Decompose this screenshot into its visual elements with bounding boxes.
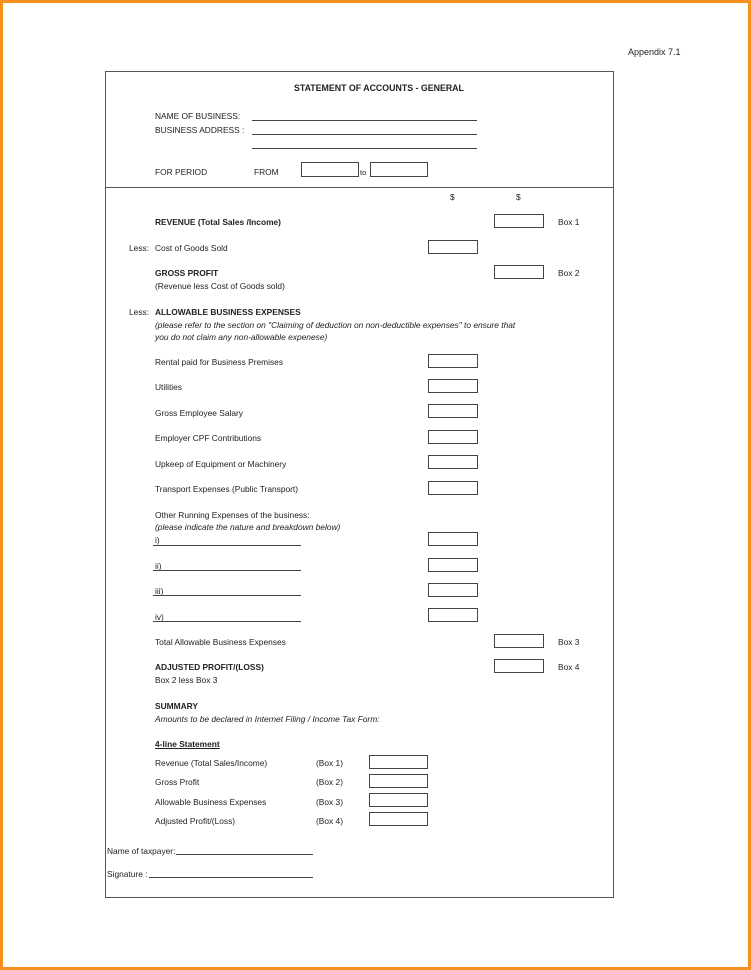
other-expense-field-1[interactable] — [428, 532, 478, 546]
expense-label-upkeep: Upkeep of Equipment or Machinery — [155, 459, 287, 469]
summary-row-label-3: Allowable Business Expenses — [155, 797, 267, 807]
expenses-note-line2: you do not claim any non-allowable expenese) — [155, 332, 328, 342]
box4-field[interactable] — [494, 659, 544, 673]
other-expense-field-3[interactable] — [428, 583, 478, 597]
other-expense-line-2[interactable] — [153, 570, 301, 571]
summary-row-box-2: (Box 2) — [316, 777, 343, 787]
business-address-field-2[interactable] — [252, 148, 477, 149]
total-expenses-label: Total Allowable Business Expenses — [155, 637, 286, 647]
gross-profit-sublabel: (Revenue less Cost of Goods sold) — [155, 281, 285, 291]
period-from-field[interactable] — [301, 162, 359, 177]
box2-field[interactable] — [494, 265, 544, 279]
four-line-statement-title: 4-line Statement — [155, 739, 220, 749]
summary-row-box-1: (Box 1) — [316, 758, 343, 768]
summary-row-label-4: Adjusted Profit/(Loss) — [155, 816, 236, 826]
expense-field-utilities[interactable] — [428, 379, 478, 393]
gross-profit-label: GROSS PROFIT — [155, 268, 219, 278]
expense-label-salary: Gross Employee Salary — [155, 408, 243, 418]
adjusted-profit-label: ADJUSTED PROFIT/(LOSS) — [155, 662, 264, 672]
other-expense-label-2: ii) — [155, 561, 162, 571]
cost-of-goods-label: Cost of Goods Sold — [155, 243, 228, 253]
taxpayer-name-field[interactable] — [176, 854, 313, 855]
expenses-title: ALLOWABLE BUSINESS EXPENSES — [155, 307, 301, 317]
form-title: STATEMENT OF ACCOUNTS - GENERAL — [294, 83, 464, 93]
business-address-field-1[interactable] — [252, 134, 477, 135]
expense-field-transport[interactable] — [428, 481, 478, 495]
other-expense-line-1[interactable] — [153, 545, 301, 546]
other-expense-field-2[interactable] — [428, 558, 478, 572]
expense-field-cpf[interactable] — [428, 430, 478, 444]
cost-of-goods-field[interactable] — [428, 240, 478, 254]
summary-field-expenses[interactable] — [369, 793, 428, 807]
box3-label: Box 3 — [558, 637, 580, 647]
name-of-business-label: NAME OF BUSINESS: — [155, 111, 241, 121]
expense-field-upkeep[interactable] — [428, 455, 478, 469]
other-expenses-title: Other Running Expenses of the business: — [155, 510, 310, 520]
expenses-note-line1: (please refer to the section on "Claiming of deduction on non-deductible expenses" to ensure that — [155, 320, 516, 330]
business-address-label: BUSINESS ADDRESS : — [155, 125, 245, 135]
expense-label-rental: Rental paid for Business Premises — [155, 357, 284, 367]
box2-label: Box 2 — [558, 268, 580, 278]
adjusted-profit-sublabel: Box 2 less Box 3 — [155, 675, 218, 685]
less-label: Less: — [129, 243, 150, 253]
header-divider — [105, 187, 614, 188]
summary-row-label-1: Revenue (Total Sales/Income) — [155, 758, 268, 768]
other-expense-line-4[interactable] — [153, 621, 301, 622]
other-expense-label-4: iv) — [155, 612, 164, 622]
box4-label: Box 4 — [558, 662, 580, 672]
summary-note: Amounts to be declared in Internet Filing / Income Tax Form: — [155, 714, 380, 724]
col2-currency: $ — [516, 192, 521, 202]
revenue-label: REVENUE (Total Sales /Income) — [155, 217, 281, 227]
summary-title: SUMMARY — [155, 701, 198, 711]
name-of-business-field[interactable] — [252, 120, 477, 121]
from-label: FROM — [254, 167, 279, 177]
less-label-2: Less: — [129, 307, 150, 317]
expense-label-cpf: Employer CPF Contributions — [155, 433, 262, 443]
box1-label: Box 1 — [558, 217, 580, 227]
summary-field-revenue[interactable] — [369, 755, 428, 769]
expense-label-transport: Transport Expenses (Public Transport) — [155, 484, 299, 494]
for-period-label: FOR PERIOD — [155, 167, 208, 177]
signature-field[interactable] — [149, 877, 313, 878]
other-expenses-note: (please indicate the nature and breakdown below) — [155, 522, 341, 532]
box1-field[interactable] — [494, 214, 544, 228]
summary-field-gross-profit[interactable] — [369, 774, 428, 788]
expense-field-salary[interactable] — [428, 404, 478, 418]
signature-label: Signature : — [107, 869, 148, 879]
col1-currency: $ — [450, 192, 455, 202]
other-expense-line-3[interactable] — [153, 595, 301, 596]
box3-field[interactable] — [494, 634, 544, 648]
other-expense-field-4[interactable] — [428, 608, 478, 622]
summary-row-box-4: (Box 4) — [316, 816, 343, 826]
summary-field-adjusted-profit[interactable] — [369, 812, 428, 826]
summary-row-box-3: (Box 3) — [316, 797, 343, 807]
expense-field-rental[interactable] — [428, 354, 478, 368]
summary-row-label-2: Gross Profit — [155, 777, 200, 787]
taxpayer-name-label: Name of taxpayer: — [107, 846, 176, 856]
other-expense-label-3: iii) — [155, 586, 164, 596]
other-expense-label-1: i) — [155, 535, 160, 545]
to-label: to — [360, 168, 367, 177]
expense-label-utilities: Utilities — [155, 382, 182, 392]
appendix-label: Appendix 7.1 — [628, 47, 681, 57]
period-to-field[interactable] — [370, 162, 428, 177]
